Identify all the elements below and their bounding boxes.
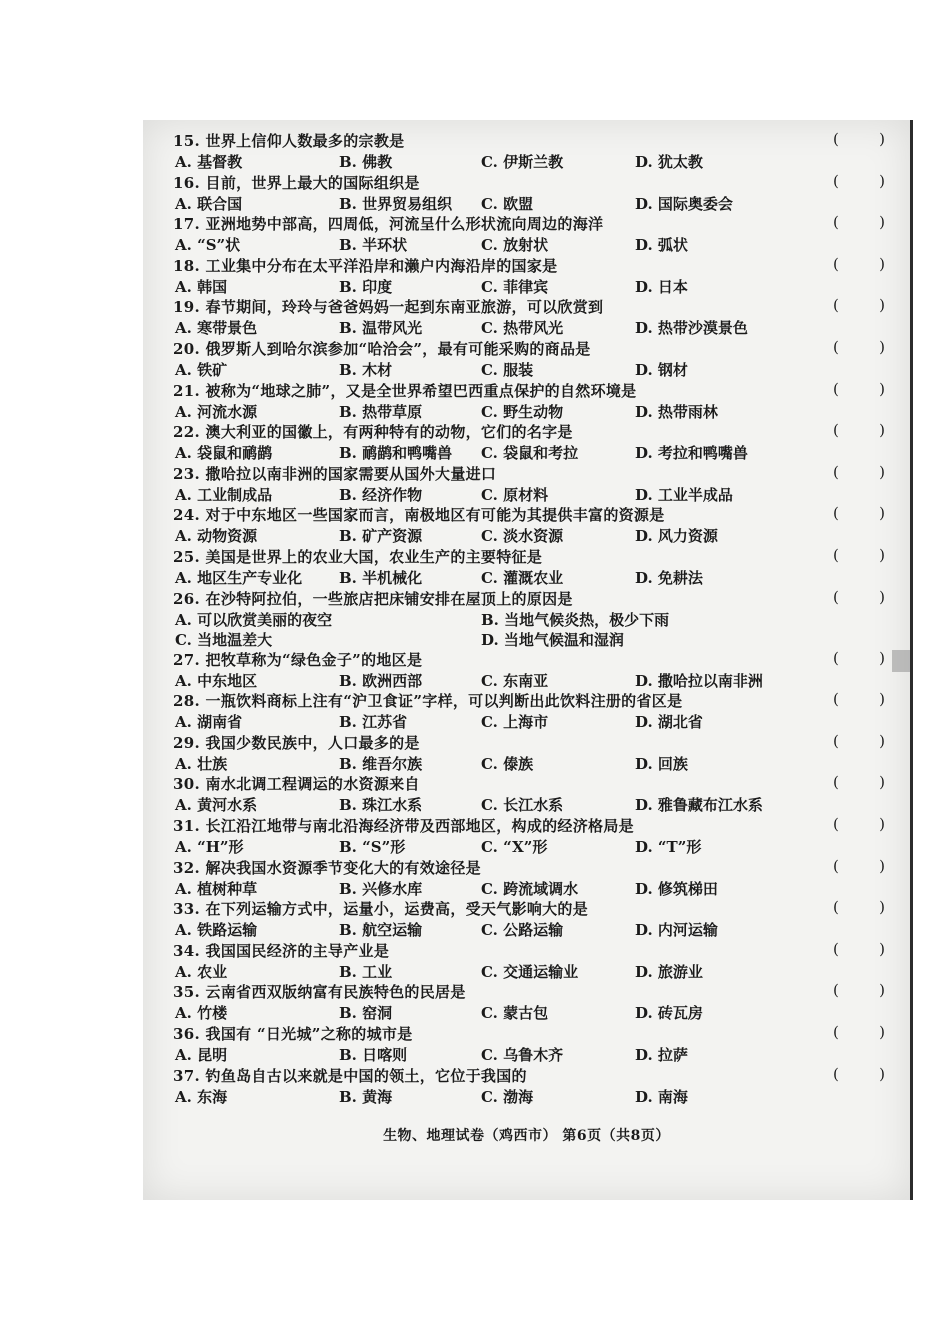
option-c: C. 公路运输 (481, 921, 564, 940)
answer-blank-close: ) (879, 939, 885, 958)
question-item (173, 582, 885, 649)
answer-blank-open: ( (833, 898, 839, 917)
option-a: A. 铁路运输 (175, 921, 258, 940)
answer-blank[interactable] (833, 649, 885, 667)
option-a: A. 铁矿 (175, 361, 228, 379)
option-d: D. 雅鲁藏布江水系 (635, 796, 763, 815)
answer-blank-open: ( (833, 296, 839, 315)
option-b: B. 木材 (339, 361, 393, 379)
answer-blank-close: ) (879, 587, 885, 606)
answer-blank-open: ( (833, 939, 839, 958)
option-c: C. 服装 (481, 361, 534, 379)
question-item (173, 851, 885, 898)
answer-blank-close: ) (879, 1064, 885, 1083)
answer-blank-close: ) (879, 130, 885, 148)
option-c: C. 放射状 (481, 236, 549, 255)
option-d: D. 热带沙漠景色 (635, 319, 748, 338)
option-c: C. 当地温差大 (175, 630, 273, 649)
option-b: B. 世界贸易组织 (339, 194, 453, 213)
option-d: D. 工业半成品 (635, 485, 733, 504)
option-d: D. 热带雨林 (635, 402, 718, 421)
option-d: D. “T”形 (635, 838, 702, 856)
question-stem: 31. 长江沿江地带与南北沿海经济带及西部地区，构成的经济格局是 (173, 817, 634, 835)
option-d: D. 日本 (635, 277, 688, 296)
answer-blank-open: ( (833, 546, 839, 564)
option-c: C. 长江水系 (481, 796, 564, 815)
option-b: B. 日喀则 (339, 1046, 408, 1064)
question-item (173, 498, 885, 546)
answer-blank[interactable] (833, 940, 885, 958)
option-b: B. 当地气候炎热，极少下雨 (481, 610, 670, 629)
option-b: B. 印度 (339, 277, 393, 296)
question-stem: 19. 春节期间，玲玲与爸爸妈妈一起到东南亚旅游，可以欣赏到 (173, 298, 604, 317)
option-c: C. 菲律宾 (481, 277, 549, 296)
answer-blank[interactable] (833, 981, 885, 999)
option-a: A. 壮族 (175, 754, 228, 773)
question-item (173, 457, 885, 504)
question-stem: 21. 被称为“地球之肺”，又是全世界希望巴西重点保护的自然环境是 (173, 381, 637, 400)
answer-blank-open: ( (833, 773, 839, 792)
option-c: C. 灌溉农业 (481, 569, 564, 587)
question-stem: 15. 世界上信仰人数最多的宗教是 (173, 132, 405, 150)
option-d: D. 犹太教 (635, 153, 703, 171)
answer-blank-close: ) (879, 296, 885, 315)
exam-page (143, 120, 913, 1200)
answer-blank-close: ) (879, 254, 885, 273)
answer-blank-close: ) (879, 171, 885, 190)
option-c: C. 乌鲁木齐 (481, 1046, 564, 1064)
answer-blank-open: ( (833, 1023, 839, 1041)
answer-blank-open: ( (833, 731, 839, 750)
answer-blank-close: ) (879, 981, 885, 1000)
question-stem: 34. 我国国民经济的主导产业是 (173, 941, 390, 960)
option-a: A. 湖南省 (175, 713, 243, 732)
option-c: C. 原材料 (481, 485, 549, 504)
option-b: B. 矿产资源 (339, 527, 423, 546)
answer-blank-open: ( (833, 130, 839, 148)
option-b: B. 半环状 (339, 236, 408, 255)
option-a: A. 工业制成品 (175, 485, 273, 504)
question-stem: 26. 在沙特阿拉伯，一些旅店把床铺安排在屋顶上的原因是 (173, 589, 573, 608)
answer-blank-open: ( (833, 690, 839, 709)
option-c: C. 东南亚 (481, 671, 549, 690)
question-item (173, 684, 885, 732)
question-item (173, 1017, 885, 1064)
question-stem: 17. 亚洲地势中部高，四周低，河流呈什么形状流向周边的海洋 (173, 215, 604, 234)
answer-blank[interactable] (833, 504, 885, 522)
answer-blank[interactable] (833, 857, 885, 875)
option-b: B. 江苏省 (339, 713, 408, 732)
question-stem: 32. 解决我国水资源季节变化大的有效途径是 (173, 858, 481, 877)
option-d: D. 回族 (635, 754, 688, 773)
answer-blank[interactable] (833, 1065, 885, 1083)
answer-blank[interactable] (833, 255, 885, 273)
answer-blank-close: ) (879, 690, 885, 709)
option-d: D. 风力资源 (635, 527, 718, 546)
option-a: A. 昆明 (175, 1046, 228, 1064)
option-a: A. 袋鼠和鸸鹋 (175, 444, 273, 463)
option-b: B. 珠江水系 (339, 796, 423, 815)
answer-blank-close: ) (879, 1023, 885, 1041)
answer-blank-open: ( (833, 504, 839, 523)
option-b: B. “S”形 (339, 838, 406, 856)
question-item (173, 249, 885, 296)
option-d: D. 南海 (635, 1087, 688, 1106)
answer-blank-close: ) (879, 504, 885, 523)
question-item (173, 767, 885, 815)
option-b: B. 航空运输 (339, 921, 423, 940)
answer-blank[interactable] (833, 172, 885, 190)
answer-blank-open: ( (833, 462, 839, 481)
answer-blank-open: ( (833, 587, 839, 606)
option-a: A. 东海 (175, 1087, 228, 1106)
question-item (173, 415, 885, 463)
option-b: B. 鸸鹋和鸭嘴兽 (339, 444, 453, 463)
option-d: D. 旅游业 (635, 962, 703, 981)
answer-blank-open: ( (833, 981, 839, 1000)
option-a: A. 竹楼 (175, 1004, 228, 1023)
option-a: A. 黄河水系 (175, 796, 258, 815)
option-c: C. 上海市 (481, 713, 549, 732)
question-item (173, 290, 885, 338)
option-b: B. 工业 (339, 962, 393, 981)
question-item (173, 934, 885, 981)
answer-blank-open: ( (833, 338, 839, 356)
question-item (173, 1059, 885, 1106)
answer-blank[interactable] (833, 588, 885, 606)
answer-blank[interactable] (833, 690, 885, 708)
option-d: D. 免耕法 (635, 569, 703, 587)
option-c: C. 野生动物 (481, 402, 564, 421)
answer-blank-open: ( (833, 171, 839, 190)
option-d: D. 考拉和鸭嘴兽 (635, 444, 748, 463)
question-stem: 37. 钓鱼岛自古以来就是中国的领土，它位于我国的 (173, 1066, 527, 1085)
question-item (173, 892, 885, 940)
question-stem: 18. 工业集中分布在太平洋沿岸和濑户内海沿岸的国家是 (173, 256, 558, 275)
answer-blank[interactable] (833, 130, 885, 148)
question-stem: 22. 澳大利亚的国徽上，有两种特有的动物，它们的名字是 (173, 423, 573, 442)
answer-blank-close: ) (879, 898, 885, 917)
option-d: D. 修筑梯田 (635, 879, 718, 898)
answer-blank[interactable] (833, 421, 885, 439)
answer-blank-open: ( (833, 379, 839, 398)
option-c: C. “X”形 (481, 838, 548, 856)
question-item (173, 332, 885, 379)
question-item (173, 975, 885, 1023)
option-a: A. 寒带景色 (175, 319, 258, 338)
option-a: A. 动物资源 (175, 527, 258, 546)
option-d: D. 国际奥委会 (635, 194, 733, 213)
option-a: A. 河流水源 (175, 402, 258, 421)
question-item (173, 643, 885, 690)
option-a: A. “H”形 (175, 838, 244, 856)
answer-blank-close: ) (879, 421, 885, 440)
option-d: D. 拉萨 (635, 1046, 688, 1064)
option-c: C. 蒙古包 (481, 1004, 549, 1023)
answer-blank[interactable] (833, 338, 885, 356)
option-b: B. 热带草原 (339, 402, 423, 421)
option-b: B. 兴修水库 (339, 879, 423, 898)
option-b: B. 温带风光 (339, 319, 423, 338)
answer-blank[interactable] (833, 815, 885, 833)
answer-blank-open: ( (833, 421, 839, 440)
option-b: B. 黄海 (339, 1087, 393, 1106)
option-b: B. 半机械化 (339, 569, 423, 587)
answer-blank-close: ) (879, 338, 885, 356)
answer-blank-close: ) (879, 213, 885, 232)
answer-blank-close: ) (879, 856, 885, 875)
answer-blank-open: ( (833, 1064, 839, 1083)
question-item (173, 374, 885, 421)
option-d: D. 钢材 (635, 361, 688, 379)
answer-blank[interactable] (833, 463, 885, 481)
answer-blank-close: ) (879, 815, 885, 833)
option-c: C. 跨流域调水 (481, 879, 579, 898)
question-stem: 20. 俄罗斯人到哈尔滨参加“哈洽会”，最有可能采购的商品是 (173, 340, 591, 358)
question-stem: 25. 美国是世界上的农业大国，农业生产的主要特征是 (173, 548, 543, 566)
option-c: C. 交通运输业 (481, 962, 579, 981)
option-b: B. 佛教 (339, 153, 393, 171)
option-a: A. 地区生产专业化 (175, 569, 303, 587)
question-item (173, 207, 885, 255)
option-c: C. 淡水资源 (481, 527, 564, 546)
answer-blank[interactable] (833, 546, 885, 564)
question-item (173, 124, 885, 171)
answer-blank-open: ( (833, 648, 839, 667)
answer-blank[interactable] (833, 296, 885, 314)
question-stem: 28. 一瓶饮料商标上注有“沪卫食证”字样，可以判断出此饮料注册的省区是 (173, 692, 683, 711)
question-stem: 23. 撒哈拉以南非洲的国家需要从国外大量进口 (173, 464, 497, 483)
answer-blank[interactable] (833, 773, 885, 791)
option-c: C. 热带风光 (481, 319, 564, 338)
answer-blank-open: ( (833, 254, 839, 273)
option-c: C. 傣族 (481, 754, 534, 773)
option-a: A. 基督教 (175, 153, 243, 171)
option-c: C. 欧盟 (481, 194, 534, 213)
question-stem: 36. 我国有 “日光城”之称的城市是 (173, 1025, 413, 1043)
option-a: A. 农业 (175, 962, 228, 981)
answer-blank[interactable] (833, 732, 885, 750)
scan-edge-mark (892, 650, 910, 672)
answer-blank-close: ) (879, 648, 885, 667)
option-b: B. 经济作物 (339, 485, 423, 504)
answer-blank[interactable] (833, 1023, 885, 1041)
question-stem: 27. 把牧草称为“绿色金子”的地区是 (173, 650, 423, 669)
answer-blank[interactable] (833, 380, 885, 398)
option-a: A. 植树种草 (175, 879, 258, 898)
question-stem: 29. 我国少数民族中，人口最多的是 (173, 733, 420, 752)
answer-blank[interactable] (833, 213, 885, 231)
answer-blank-close: ) (879, 462, 885, 481)
question-item (173, 540, 885, 587)
question-stem: 35. 云南省西双版纳富有民族特色的民居是 (173, 983, 466, 1002)
question-item (173, 726, 885, 773)
answer-blank-open: ( (833, 856, 839, 875)
answer-blank-open: ( (833, 213, 839, 232)
question-stem: 33. 在下列运输方式中，运量小，运费高，受天气影响大的是 (173, 900, 589, 919)
option-d: D. 撒哈拉以南非洲 (635, 671, 763, 690)
option-d: D. 弧状 (635, 236, 688, 255)
answer-blank-close: ) (879, 379, 885, 398)
option-d: D. 湖北省 (635, 713, 703, 732)
option-c: C. 袋鼠和考拉 (481, 444, 579, 463)
page-footer: 生物、地理试卷（鸡西市） 第6页（共8页） (383, 1128, 670, 1144)
question-stem: 24. 对于中东地区一些国家而言，南极地区有可能为其提供丰富的资源是 (173, 506, 665, 525)
answer-blank-close: ) (879, 731, 885, 750)
answer-blank-close: ) (879, 546, 885, 564)
option-a: A. “S”状 (175, 236, 241, 255)
option-d: D. 当地气候温和湿润 (481, 630, 624, 649)
option-b: B. 窑洞 (339, 1004, 393, 1023)
option-c: C. 伊斯兰教 (481, 153, 564, 171)
answer-blank-close: ) (879, 773, 885, 792)
question-item (173, 166, 885, 213)
option-d: D. 砖瓦房 (635, 1004, 703, 1023)
option-d: D. 内河运输 (635, 921, 718, 940)
option-a: A. 可以欣赏美丽的夜空 (175, 610, 333, 629)
option-a: A. 韩国 (175, 277, 228, 296)
question-item (173, 809, 885, 856)
option-c: C. 渤海 (481, 1087, 534, 1106)
answer-blank[interactable] (833, 898, 885, 916)
option-b: B. 维吾尔族 (339, 754, 423, 773)
question-stem: 30. 南水北调工程调运的水资源来自 (173, 775, 420, 794)
option-b: B. 欧洲西部 (339, 671, 423, 690)
option-a: A. 联合国 (175, 194, 243, 213)
question-stem: 16. 目前，世界上最大的国际组织是 (173, 173, 420, 192)
answer-blank-open: ( (833, 815, 839, 833)
option-a: A. 中东地区 (175, 671, 258, 690)
